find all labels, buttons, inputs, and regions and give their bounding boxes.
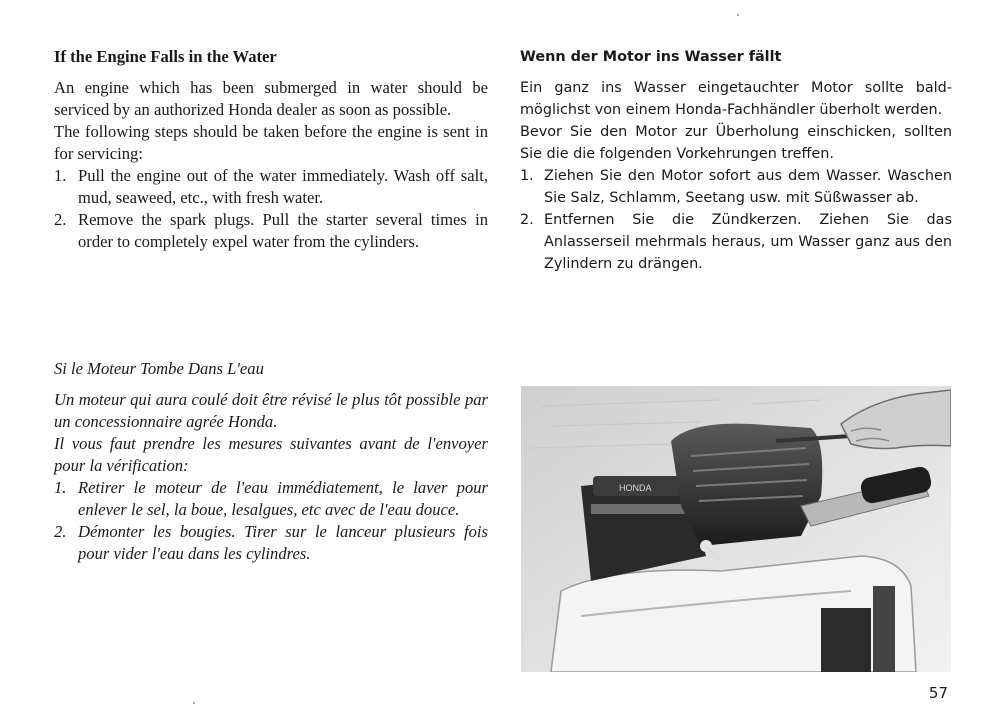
step-text: Entfernen Sie die Zündkerzen. Ziehen Sie das Anlasserseil mehrmals heraus, um Wasser ganz aus den Zylindern zu drängen. xyxy=(544,212,952,272)
engine-brand-label: HONDA xyxy=(619,483,652,493)
french-heading: Si le Moteur Tombe Dans L'eau xyxy=(54,359,264,378)
french-steps-list xyxy=(54,477,488,565)
french-step xyxy=(54,477,488,521)
french-step xyxy=(54,521,488,565)
german-step xyxy=(520,209,952,275)
french-paragraph: Un moteur qui aura coulé doit être révisé le plus tôt possible par un concessionnaire agrée Honda. xyxy=(54,390,488,431)
engine-illustration xyxy=(521,386,951,672)
step-number: 2. xyxy=(520,212,534,228)
page-number: 57 xyxy=(928,684,948,702)
french-section xyxy=(54,358,488,565)
german-section xyxy=(520,46,952,275)
german-paragraph: Ein ganz ins Wasser eingetauchter Motor sollte bald-möglichst von einem Honda-Fachhändler überholt werden. xyxy=(520,80,952,118)
step-text: Ziehen Sie den Motor sofort aus dem Wasser. Waschen Sie Salz, Schlamm, Seetang usw. mit Süßwasser ab. xyxy=(544,168,952,206)
german-step xyxy=(520,165,952,209)
step-text: Pull the engine out of the water immediately. Wash off salt, mud, seaweed, etc., with fresh water. xyxy=(78,166,488,207)
english-steps-list xyxy=(54,165,488,253)
english-step xyxy=(54,209,488,253)
step-text: Démonter les bougies. Tirer sur le lanceur plusieurs fois pour vider l'eau dans les cylindres. xyxy=(78,522,488,563)
engine-photo xyxy=(521,386,951,672)
german-paragraph: Bevor Sie den Motor zur Überholung einschicken, sollten Sie die die folgenden Vorkehrungen treffen. xyxy=(520,124,952,162)
step-text: Remove the spark plugs. Pull the starter several times in order to completely expel water from the cylinders. xyxy=(78,210,488,251)
print-speck xyxy=(737,14,739,16)
step-number: 1. xyxy=(520,168,534,184)
english-paragraph: An engine which has been submerged in water should be serviced by an authorized Honda dealer as soon as possible. xyxy=(54,78,488,119)
step-number: 1. xyxy=(54,478,67,497)
english-heading: If the Engine Falls in the Water xyxy=(54,47,277,66)
english-paragraph: The following steps should be taken before the engine is sent in for servicing: xyxy=(54,122,488,163)
print-speck xyxy=(193,702,195,704)
step-number: 1. xyxy=(54,166,67,185)
german-steps-list xyxy=(520,165,952,275)
french-paragraph: Il vous faut prendre les mesures suivantes avant de l'envoyer pour la vérification: xyxy=(54,434,488,475)
german-heading: Wenn der Motor ins Wasser fällt xyxy=(520,49,782,65)
step-number: 2. xyxy=(54,210,67,229)
step-text: Retirer le moteur de l'eau immédiatement, le laver pour enlever le sel, la boue, lesalgues, etc avec de l'eau douce. xyxy=(78,478,488,519)
english-section xyxy=(54,46,488,253)
english-step xyxy=(54,165,488,209)
step-number: 2. xyxy=(54,522,67,541)
